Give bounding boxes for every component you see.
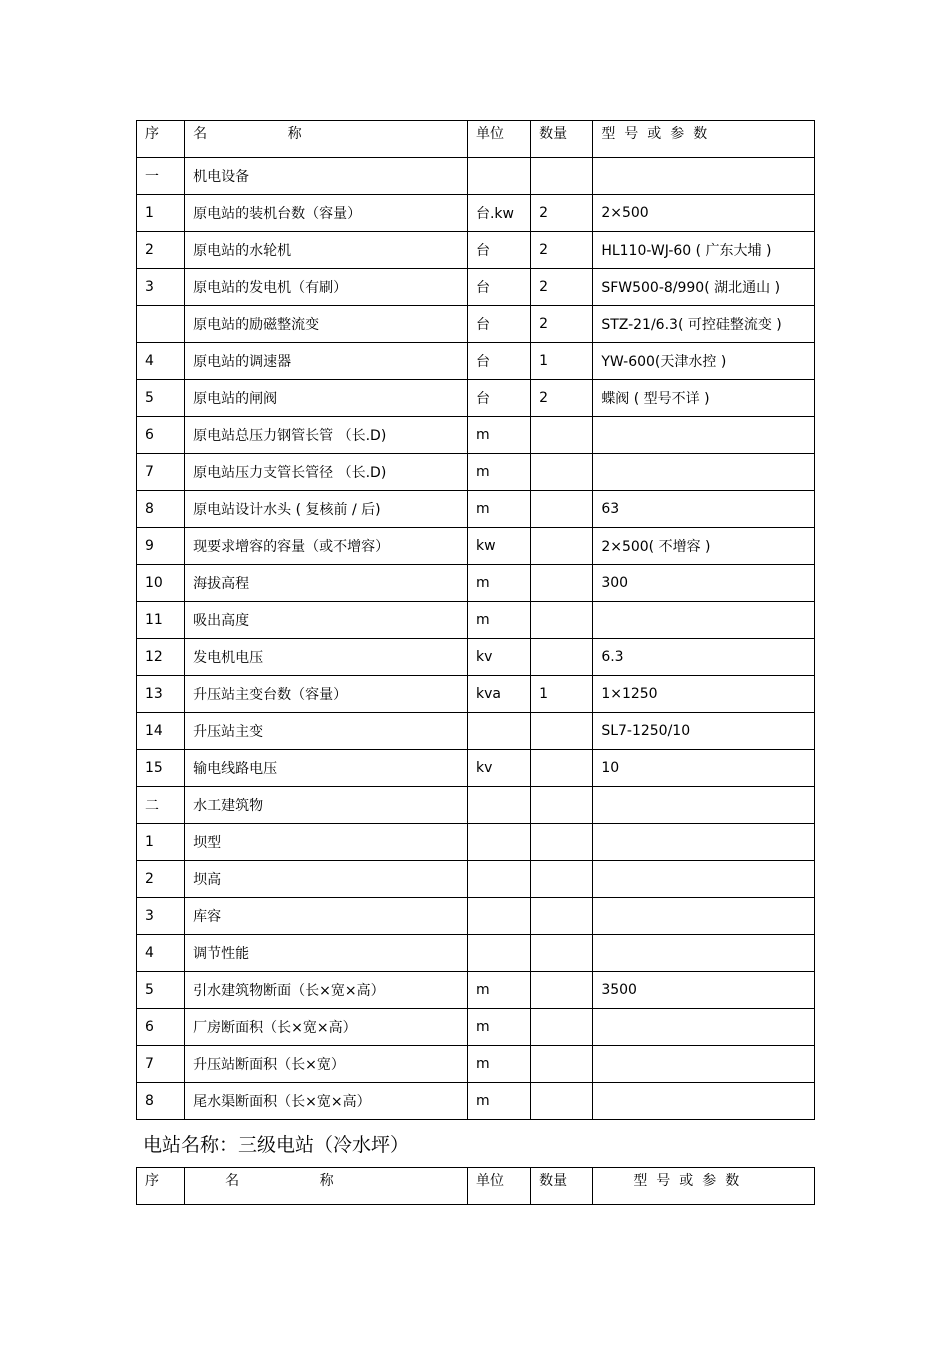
cell-name: 机电设备: [185, 158, 468, 195]
cell-name: 原电站的装机台数（容量）: [185, 195, 468, 232]
table-row: [137, 491, 815, 528]
cell-qty: [531, 898, 593, 935]
cell-seq: 8: [137, 1083, 185, 1120]
cell-qty: 2: [531, 380, 593, 417]
cell-unit: 台: [467, 232, 530, 269]
table-row: [137, 1009, 815, 1046]
cell-name: 厂房断面积（长×宽×高）: [185, 1009, 468, 1046]
cell-name: 原电站的调速器: [185, 343, 468, 380]
cell-name: 输电线路电压: [185, 750, 468, 787]
cell-unit: m: [467, 454, 530, 491]
cell-qty: [531, 1046, 593, 1083]
table-row: [137, 898, 815, 935]
cell-name: 引水建筑物断面（长×宽×高）: [185, 972, 468, 1009]
cell-unit: m: [467, 417, 530, 454]
cell-qty: 2: [531, 306, 593, 343]
cell-qty: [531, 528, 593, 565]
cell-seq: 10: [137, 565, 185, 602]
cell-seq: 13: [137, 676, 185, 713]
equipment-spec-table: [136, 120, 815, 1120]
cell-name: 调节性能: [185, 935, 468, 972]
header-param: 型号或参数: [593, 1168, 815, 1205]
cell-seq: 2: [137, 861, 185, 898]
table-row: [137, 787, 815, 824]
header-qty: 数量: [531, 1168, 593, 1205]
header-seq: 序: [137, 1168, 185, 1205]
cell-seq: 4: [137, 343, 185, 380]
cell-qty: 1: [531, 676, 593, 713]
cell-seq: 12: [137, 639, 185, 676]
cell-unit: 台: [467, 269, 530, 306]
cell-name: 升压站主变台数（容量）: [185, 676, 468, 713]
cell-param: [593, 454, 815, 491]
cell-qty: 1: [531, 343, 593, 380]
cell-qty: [531, 491, 593, 528]
cell-name: 升压站断面积（长×宽）: [185, 1046, 468, 1083]
header-unit: 单位: [467, 1168, 530, 1205]
cell-qty: [531, 787, 593, 824]
cell-name: 现要求增容的容量（或不增容）: [185, 528, 468, 565]
cell-param: 300: [593, 565, 815, 602]
cell-param: 2×500( 不增容 ): [593, 528, 815, 565]
header-unit: 单位: [467, 121, 530, 158]
cell-unit: [467, 861, 530, 898]
cell-qty: [531, 639, 593, 676]
cell-qty: [531, 158, 593, 195]
cell-unit: [467, 824, 530, 861]
cell-seq: 二: [137, 787, 185, 824]
cell-seq: 7: [137, 1046, 185, 1083]
table-row: [137, 1046, 815, 1083]
cell-param: 10: [593, 750, 815, 787]
table-row: [137, 269, 815, 306]
table-row: [137, 565, 815, 602]
station-name-heading: 电站名称：三级电站（冷水坪）: [143, 1134, 410, 1156]
cell-seq: 5: [137, 972, 185, 1009]
cell-seq: 15: [137, 750, 185, 787]
cell-seq: 2: [137, 232, 185, 269]
cell-unit: 台: [467, 343, 530, 380]
table-row: [137, 713, 815, 750]
cell-unit: m: [467, 1083, 530, 1120]
cell-name: 原电站的水轮机: [185, 232, 468, 269]
cell-param: 3500: [593, 972, 815, 1009]
cell-unit: [467, 898, 530, 935]
cell-seq: 3: [137, 269, 185, 306]
cell-qty: [531, 417, 593, 454]
cell-name: 坝型: [185, 824, 468, 861]
cell-unit: m: [467, 491, 530, 528]
cell-unit: kv: [467, 750, 530, 787]
cell-name: 原电站的闸阀: [185, 380, 468, 417]
cell-name: 水工建筑物: [185, 787, 468, 824]
cell-unit: m: [467, 1009, 530, 1046]
cell-name: 库容: [185, 898, 468, 935]
header-seq: 序: [137, 121, 185, 158]
cell-unit: [467, 787, 530, 824]
cell-seq: 11: [137, 602, 185, 639]
cell-seq: 一: [137, 158, 185, 195]
cell-name: 原电站设计水头 ( 复核前 / 后): [185, 491, 468, 528]
cell-unit: [467, 713, 530, 750]
cell-param: 2×500: [593, 195, 815, 232]
cell-param: [593, 787, 815, 824]
cell-seq: [137, 306, 185, 343]
cell-qty: 2: [531, 269, 593, 306]
cell-unit: [467, 935, 530, 972]
table-row: [137, 454, 815, 491]
cell-seq: 4: [137, 935, 185, 972]
cell-unit: 台: [467, 306, 530, 343]
cell-seq: 9: [137, 528, 185, 565]
table-row: [137, 676, 815, 713]
cell-unit: m: [467, 565, 530, 602]
cell-unit: m: [467, 1046, 530, 1083]
cell-param: 63: [593, 491, 815, 528]
table-row: [137, 528, 815, 565]
cell-param: 1×1250: [593, 676, 815, 713]
table-row: [137, 1083, 815, 1120]
cell-qty: [531, 861, 593, 898]
cell-param: [593, 1046, 815, 1083]
cell-param: HL110-WJ-60 ( 广东大埔 ): [593, 232, 815, 269]
cell-param: [593, 824, 815, 861]
cell-qty: [531, 972, 593, 1009]
cell-param: [593, 935, 815, 972]
cell-qty: [531, 824, 593, 861]
cell-name: 升压站主变: [185, 713, 468, 750]
cell-name: 海拔高程: [185, 565, 468, 602]
table-row: [137, 824, 815, 861]
cell-param: YW-600(天津水控 ): [593, 343, 815, 380]
table-row: [137, 343, 815, 380]
cell-unit: kw: [467, 528, 530, 565]
cell-qty: [531, 1083, 593, 1120]
cell-param: 蝶阀 ( 型号不详 ): [593, 380, 815, 417]
cell-unit: m: [467, 602, 530, 639]
cell-name: 原电站的发电机（有刷）: [185, 269, 468, 306]
table-row: [137, 232, 815, 269]
cell-qty: [531, 750, 593, 787]
cell-seq: 6: [137, 417, 185, 454]
cell-param: SFW500-8/990( 湖北通山 ): [593, 269, 815, 306]
cell-seq: 14: [137, 713, 185, 750]
cell-unit: m: [467, 972, 530, 1009]
cell-qty: [531, 454, 593, 491]
cell-unit: 台.kw: [467, 195, 530, 232]
cell-qty: [531, 713, 593, 750]
cell-seq: 6: [137, 1009, 185, 1046]
cell-name: 原电站的励磁整流变: [185, 306, 468, 343]
cell-seq: 7: [137, 454, 185, 491]
table-row: [137, 380, 815, 417]
cell-param: [593, 417, 815, 454]
cell-name: 原电站总压力钢管长管 （长.D): [185, 417, 468, 454]
cell-unit: kv: [467, 639, 530, 676]
cell-param: [593, 1083, 815, 1120]
table-row: [137, 195, 815, 232]
table-row: [137, 306, 815, 343]
second-station-spec-table: [136, 1167, 815, 1205]
cell-seq: 5: [137, 380, 185, 417]
table-row: [137, 861, 815, 898]
cell-param: [593, 861, 815, 898]
cell-qty: 2: [531, 232, 593, 269]
cell-qty: [531, 602, 593, 639]
table-row: [137, 935, 815, 972]
cell-param: SL7-1250/10: [593, 713, 815, 750]
cell-qty: [531, 565, 593, 602]
cell-qty: [531, 1009, 593, 1046]
table-header-row: [137, 1168, 815, 1205]
cell-seq: 8: [137, 491, 185, 528]
cell-param: STZ-21/6.3( 可控硅整流变 ): [593, 306, 815, 343]
cell-param: 6.3: [593, 639, 815, 676]
cell-param: [593, 602, 815, 639]
table-row: [137, 417, 815, 454]
header-name: 名 称: [185, 1168, 468, 1205]
cell-param: [593, 1009, 815, 1046]
header-name: 名 称: [185, 121, 468, 158]
cell-unit: [467, 158, 530, 195]
table-row: [137, 750, 815, 787]
header-qty: 数量: [531, 121, 593, 158]
table-row: [137, 602, 815, 639]
cell-unit: kva: [467, 676, 530, 713]
cell-name: 原电站压力支管长管径 （长.D): [185, 454, 468, 491]
cell-name: 尾水渠断面积（长×宽×高）: [185, 1083, 468, 1120]
table-row: [137, 639, 815, 676]
table-row: [137, 972, 815, 1009]
cell-param: [593, 898, 815, 935]
cell-param: [593, 158, 815, 195]
cell-name: 吸出高度: [185, 602, 468, 639]
cell-unit: 台: [467, 380, 530, 417]
cell-qty: 2: [531, 195, 593, 232]
table-header-row: [137, 121, 815, 158]
cell-name: 坝高: [185, 861, 468, 898]
cell-name: 发电机电压: [185, 639, 468, 676]
cell-seq: 1: [137, 824, 185, 861]
cell-seq: 1: [137, 195, 185, 232]
header-param: 型号或参数: [593, 121, 815, 158]
table-row: [137, 158, 815, 195]
cell-qty: [531, 935, 593, 972]
cell-seq: 3: [137, 898, 185, 935]
